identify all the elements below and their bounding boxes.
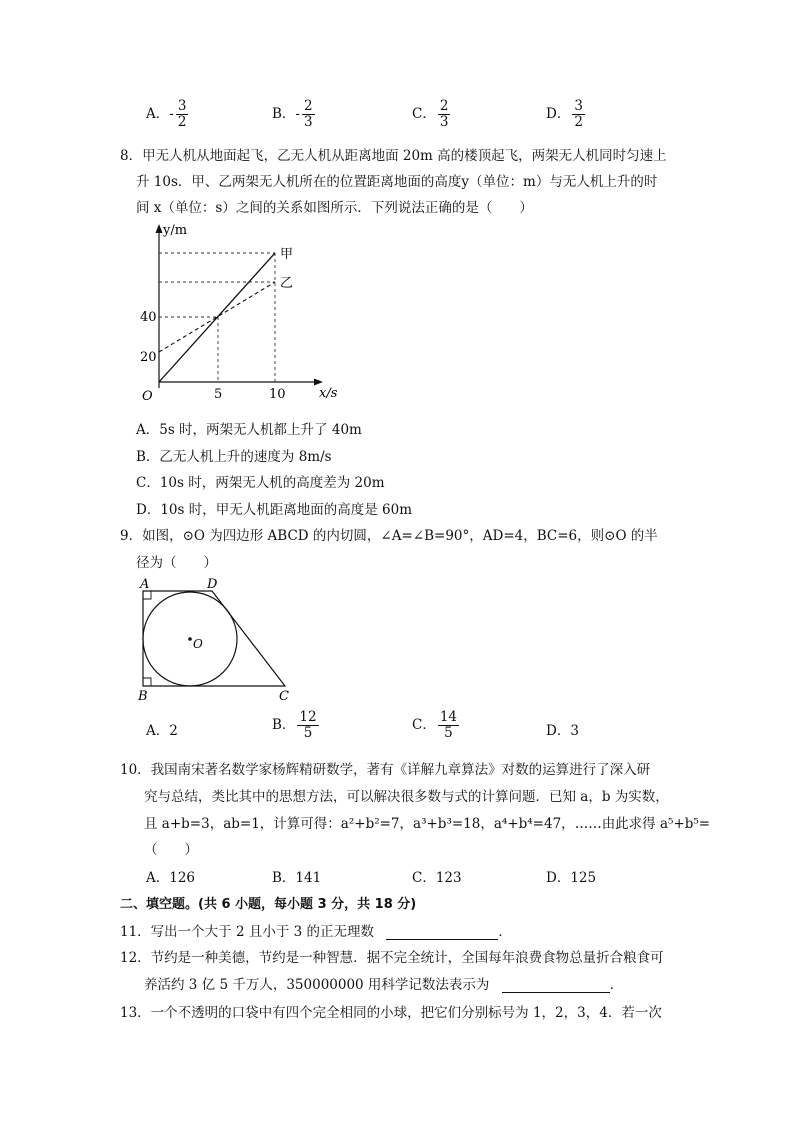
q8-option-a: A．5s 时，两架无人机都上升了 40m <box>136 422 362 438</box>
center-label-o: O <box>193 637 203 651</box>
q9-figure <box>132 574 302 706</box>
q7-option-a: A．- $\frac{3}{2}$ <box>146 98 187 130</box>
right-angle-b <box>143 678 151 686</box>
vertex-d: D <box>207 577 218 592</box>
label-yi: 乙 <box>280 276 294 291</box>
q9-line-1: 9．如图，⊙O 为四边形 ABCD 的内切圆，∠A=∠B=90°，AD=4，BC=6，则⊙O 的半 <box>120 528 658 544</box>
q8-line-1: 8．甲无人机从地面起飞，乙无人机从距离地面 20m 高的楼顶起飞，两架无人机同时匀速上 <box>120 148 667 164</box>
line-jia <box>159 253 275 382</box>
q8-line-3: 间 x（单位：s）之间的关系如图所示．下列说法正确的是（ ） <box>136 200 533 216</box>
q8-line-2: 升 10s．甲、乙两架无人机所在的位置距离地面的高度y（单位：m）与无人机上升的时 <box>136 174 658 190</box>
q10-option-b: B．141 <box>272 870 322 886</box>
q9-line-2: 径为（ ） <box>136 555 217 571</box>
y-axis-label: y/m <box>163 223 188 238</box>
q11-answer-blank[interactable] <box>386 925 498 940</box>
q12-line-2: 养活约 3 亿 5 千万人，350000000 用科学记数法表示为 ． <box>144 977 624 993</box>
q8-graph <box>130 220 340 410</box>
q7-option-c: C． $\frac{2}{3}$ <box>412 98 449 130</box>
q13-line-1: 13．一个不透明的口袋中有四个完全相同的小球，把它们分别标号为 1，2，3，4．若一次 <box>120 1005 662 1021</box>
quadrilateral-abcd <box>143 591 285 686</box>
y-tick-40: 40 <box>140 310 157 325</box>
q8-option-c: C．10s 时，两架无人机的高度差为 20m <box>136 475 385 491</box>
q10-option-d: D．125 <box>546 870 597 886</box>
vertex-c: C <box>279 689 289 704</box>
q10-option-c: C．123 <box>412 870 462 886</box>
x-axis-label: x/s <box>319 386 338 401</box>
q10-line-4: （ ） <box>144 842 198 858</box>
q9-option-a: A．2 <box>146 723 178 739</box>
origin-label: O <box>142 389 153 404</box>
label-jia: 甲 <box>280 247 294 262</box>
q10-line-2: 究与总结，类比其中的思想方法，可以解决很多数与式的计算问题．已知 a，b 为实数， <box>144 789 669 805</box>
q10-option-a: A．126 <box>146 870 196 886</box>
center-o <box>188 637 192 641</box>
x-axis-arrow <box>314 379 323 386</box>
x-tick-10: 10 <box>269 387 286 402</box>
section-2-title: 二、填空题。(共 6 小题，每小题 3 分，共 18 分) <box>120 897 417 912</box>
y-tick-20: 20 <box>140 350 157 365</box>
q10-line-3: 且 a+b=3，ab=1，计算可得：a²+b²=7，a³+b³=18，a⁴+b⁴=47，……由此求得 a⁵+b⁵= <box>144 816 711 832</box>
q12-answer-blank[interactable] <box>502 978 610 993</box>
vertex-b: B <box>138 689 148 704</box>
y-axis-arrow <box>156 224 163 233</box>
q9-option-c: C． $\frac{14}{5}$ <box>412 709 458 741</box>
x-tick-5: 5 <box>214 387 223 402</box>
q9-option-b: B． $\frac{12}{5}$ <box>272 709 317 741</box>
q12-line-1: 12．节约是一种美德，节约是一种智慧．据不完全统计，全国每年浪费食物总量折合粮食可 <box>120 950 664 966</box>
q7-option-d: D． $\frac{3}{2}$ <box>546 98 583 130</box>
q9-option-d: D．3 <box>546 723 579 739</box>
vertex-a: A <box>140 577 150 592</box>
q8-option-b: B．乙无人机上升的速度为 8m/s <box>136 449 332 465</box>
right-angle-a <box>143 591 151 599</box>
q7-option-b: B．- $\frac{2}{3}$ <box>272 98 313 130</box>
question-11: 11．写出一个大于 2 且小于 3 的正无理数 ． <box>120 924 512 940</box>
q10-line-1: 10．我国南宋著名数学家杨辉精研数学，著有《详解九章算法》对数的运算进行了深入研 <box>120 762 651 778</box>
q8-option-d: D．10s 时，甲无人机距离地面的高度是 60m <box>136 502 412 518</box>
